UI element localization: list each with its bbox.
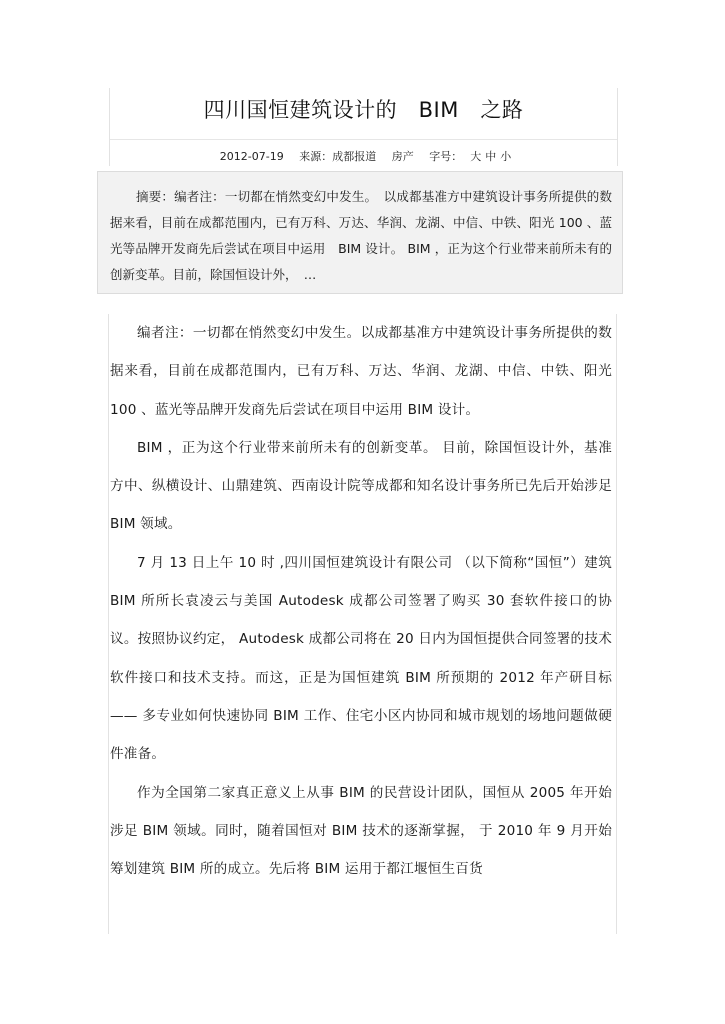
summary-text: 编者注：一切都在悄然变幻中发生。 以成都基准方中建筑设计事务所提供的数据来看，目前在成都范围内，已有万科、万达、华润、龙湖、中信、中铁、阳光 100 、蓝光等品牌开发商先后尝试在项目中运用 BIM 设计。 BIM ，正为这个行业带来前所未有的创新变革。目前，除国恒设计外， … bbox=[110, 189, 612, 282]
article-summary bbox=[97, 171, 623, 294]
article-body bbox=[108, 314, 617, 934]
article-category[interactable]: 房产 bbox=[391, 150, 414, 163]
article-paragraph: 7 月 13 日上午 10 时 ,四川国恒建筑设计有限公司 （以下简称“国恒”）建筑 BIM 所所长袁凌云与美国 Autodesk 成都公司签署了购买 30 套软件接口的协议。按照协议约定， Autodesk 成都公司将在 20 日内为国恒提供合同签署的技术软件接口和技术支持。而这，正是为国恒建筑 BIM 所预期的 2012 年产研目标 —— 多专业如何快速协同 BIM 工作、住宅小区内协同和城市规划的场地问题做硬件准备。 bbox=[110, 554, 612, 763]
summary-label: 摘要： bbox=[136, 189, 175, 204]
article-paragraph: 作为全国第二家真正意义上从事 BIM 的民营设计团队，国恒从 2005 年开始涉足 BIM 领域。同时，随着国恒对 BIM 技术的逐渐掌握， 于 2010 年 9 月开始筹划建筑 BIM 所的成立。先后将 BIM 运用于都江堰恒生百货 bbox=[110, 784, 612, 878]
article-source: 来源：成都报道 bbox=[299, 150, 377, 163]
title-divider bbox=[110, 139, 617, 140]
article-paragraph: BIM ，正为这个行业带来前所未有的创新变革。 目前，除国恒设计外，基准方中、纵横设计、山鼎建筑、西南设计院等成都和知名设计事务所已先后开始涉足 BIM 领域。 bbox=[110, 439, 612, 533]
font-size-label: 字号： bbox=[429, 150, 463, 163]
font-size-medium-option[interactable]: 中 bbox=[485, 150, 497, 163]
font-size-large-option[interactable]: 大 bbox=[470, 150, 482, 163]
article-header bbox=[109, 88, 618, 166]
font-size-small-option[interactable]: 小 bbox=[500, 150, 512, 163]
article-paragraph: 编者注：一切都在悄然变幻中发生。以成都基准方中建筑设计事务所提供的数据来看，目前在成都范围内，已有万科、万达、华润、龙湖、中信、中铁、阳光 100 、蓝光等品牌开发商先后尝试在项目中运用 BIM 设计。 bbox=[110, 325, 612, 418]
page-title: 四川国恒建筑设计的 BIM 之路 bbox=[203, 98, 524, 122]
article-meta bbox=[110, 148, 617, 164]
publish-date: 2012-07-19 bbox=[219, 150, 284, 163]
